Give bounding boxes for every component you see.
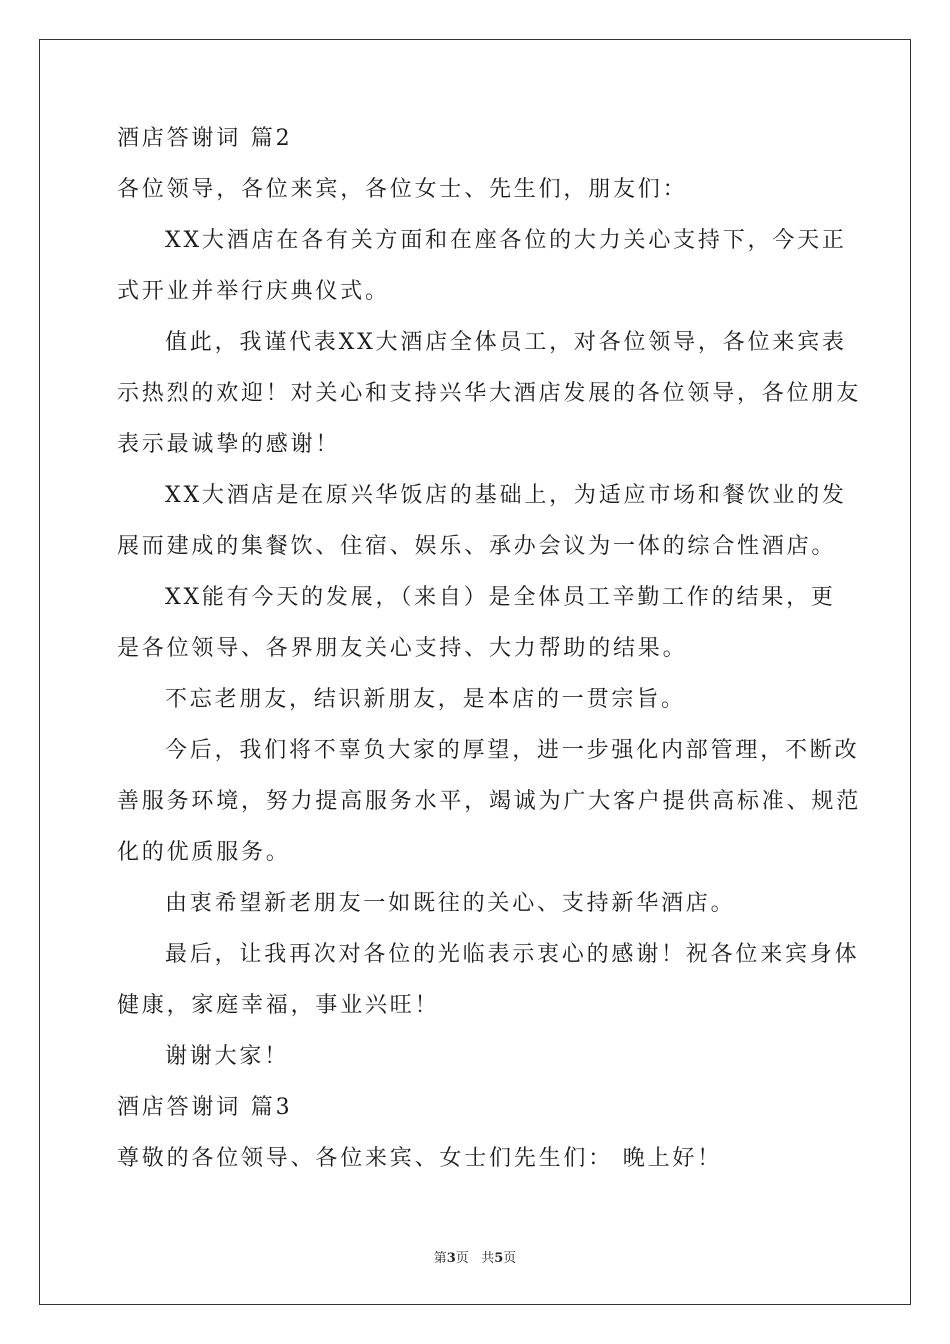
page-footer xyxy=(0,1247,950,1266)
text-line: 式开业并举行庆典仪式。 xyxy=(117,279,390,304)
text-line: 值此，我谨代表XX大酒店全体员工，对各位领导，各位来宾表 xyxy=(165,330,847,355)
text-line: 表示最诚挚的感谢！ xyxy=(117,432,341,457)
text-line: 善服务环境，努力提高服务水平，竭诚为广大客户提供高标准、规范 xyxy=(117,789,862,814)
text-line: 示热烈的欢迎！对关心和支持兴华大酒店发展的各位领导，各位朋友 xyxy=(117,381,862,406)
text-line: 不忘老朋友，结识新朋友，是本店的一贯宗旨。 xyxy=(165,687,686,712)
page-number: 3 xyxy=(446,1251,456,1266)
text-line: 酒店答谢词 篇3 xyxy=(117,1095,293,1120)
text-line: 由衷希望新老朋友一如既往的关心、支持新华酒店。 xyxy=(165,891,736,916)
text-line: XX能有今天的发展，（来自）是全体员工辛勤工作的结果，更 xyxy=(165,585,836,610)
page-suffix: 页 xyxy=(455,1251,469,1266)
text-line: 酒店答谢词 篇2 xyxy=(117,126,293,151)
text-line: XX大酒店在各有关方面和在座各位的大力关心支持下，今天正 xyxy=(165,228,847,253)
text-line: XX大酒店是在原兴华饭店的基础上，为适应市场和餐饮业的发 xyxy=(165,483,847,508)
total-prefix: 共 xyxy=(481,1251,495,1266)
total-suffix: 页 xyxy=(503,1251,517,1266)
page-total: 5 xyxy=(494,1251,504,1266)
text-line: 化的优质服务。 xyxy=(117,840,291,865)
page-prefix: 第 xyxy=(433,1251,447,1266)
text-line: 谢谢大家！ xyxy=(165,1044,290,1069)
text-line: 各位领导，各位来宾，各位女士、先生们，朋友们： xyxy=(117,177,688,202)
text-line: 尊敬的各位领导、各位来宾、女士们先生们： 晚上好！ xyxy=(117,1146,722,1171)
document-body xyxy=(117,126,862,1198)
text-line: 今后，我们将不辜负大家的厚望，进一步强化内部管理，不断改 xyxy=(165,738,860,763)
text-line: 是各位领导、各界朋友关心支持、大力帮助的结果。 xyxy=(117,636,688,661)
text-line: 健康，家庭幸福，事业兴旺！ xyxy=(117,993,440,1018)
text-line: 最后，让我再次对各位的光临表示衷心的感谢！祝各位来宾身体 xyxy=(165,942,860,967)
text-line: 展而建成的集餐饮、住宿、娱乐、承办会议为一体的综合性酒店。 xyxy=(117,534,837,559)
